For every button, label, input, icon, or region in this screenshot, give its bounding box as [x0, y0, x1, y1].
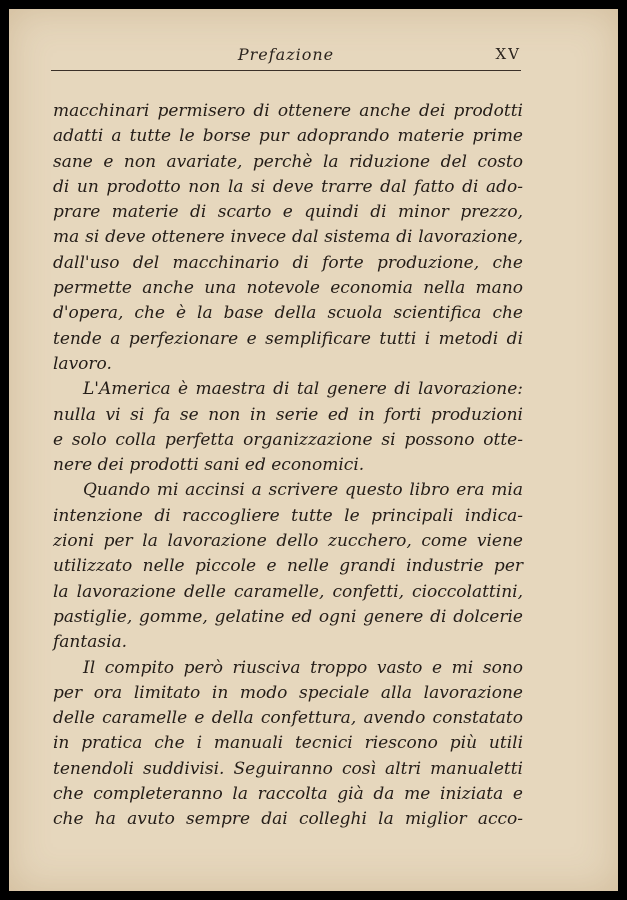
- text-line: per ora limitato in modo speciale alla lavorazione: [53, 682, 523, 703]
- text-line: che completeranno la raccolta già da me iniziata e: [53, 784, 523, 805]
- text-line: fantasia.: [53, 632, 128, 653]
- text-line: dall'uso del macchinario di forte produzione, che: [53, 252, 523, 273]
- text-line: lavoro.: [53, 353, 112, 374]
- text-line: pastiglie, gomme, gelatine ed ogni genere di dolcerie: [53, 606, 523, 627]
- text-line: nere dei prodotti sani ed economici.: [53, 455, 365, 476]
- text-line: che ha avuto sempre dai colleghi la miglior acco-: [53, 809, 523, 830]
- text-line: di un prodotto non la si deve trarre dal fatto di ado-: [53, 176, 523, 197]
- text-line: prare materie di scarto e quindi di minor prezzo,: [53, 202, 523, 223]
- text-line: d'opera, che è la base della scuola scientifica che: [53, 303, 523, 324]
- text-line: utilizzato nelle piccole e nelle grandi industrie per: [53, 556, 523, 577]
- text-line: sane e non avariate, perchè la riduzione del costo: [53, 151, 523, 172]
- text-line: nulla vi si fa se non in serie ed in forti produzioni: [53, 404, 523, 425]
- text-line: delle caramelle e della confettura, avendo constatato: [53, 708, 523, 729]
- text-line: tende a perfezionare e semplificare tutti i metodi di: [53, 328, 523, 349]
- page-number: XV: [495, 45, 521, 63]
- text-line: adatti a tutte le borse pur adoprando materie prime: [53, 126, 523, 147]
- text-line: la lavorazione delle caramelle, confetti, cioccolattini,: [53, 581, 523, 602]
- text-line: in pratica che i manuali tecnici riescono più utili: [53, 733, 523, 754]
- text-line: permette anche una notevole economia nella mano: [53, 278, 523, 299]
- text-line: intenzione di raccogliere tutte le principali indica-: [53, 505, 523, 526]
- book-page: [9, 9, 618, 891]
- chapter-title: Prefazione: [237, 45, 335, 64]
- running-header: [51, 44, 521, 71]
- text-line: ma si deve ottenere invece dal sistema di lavorazione,: [53, 227, 523, 248]
- text-line: tenendoli suddivisi. Seguiranno così altri manualetti: [53, 758, 523, 779]
- text-line: macchinari permisero di ottenere anche dei prodotti: [53, 101, 523, 121]
- body-text: [53, 99, 523, 833]
- text-line: L'America è maestra di tal genere di lavorazione:: [83, 379, 523, 400]
- text-line: Il compito però riusciva troppo vasto e mi sono: [83, 657, 523, 678]
- text-line: zioni per la lavorazione dello zucchero, come viene: [53, 531, 523, 552]
- text-line: e solo colla perfetta organizzazione si possono otte-: [53, 429, 523, 450]
- text-line: Quando mi accinsi a scrivere questo libro era mia: [83, 480, 523, 501]
